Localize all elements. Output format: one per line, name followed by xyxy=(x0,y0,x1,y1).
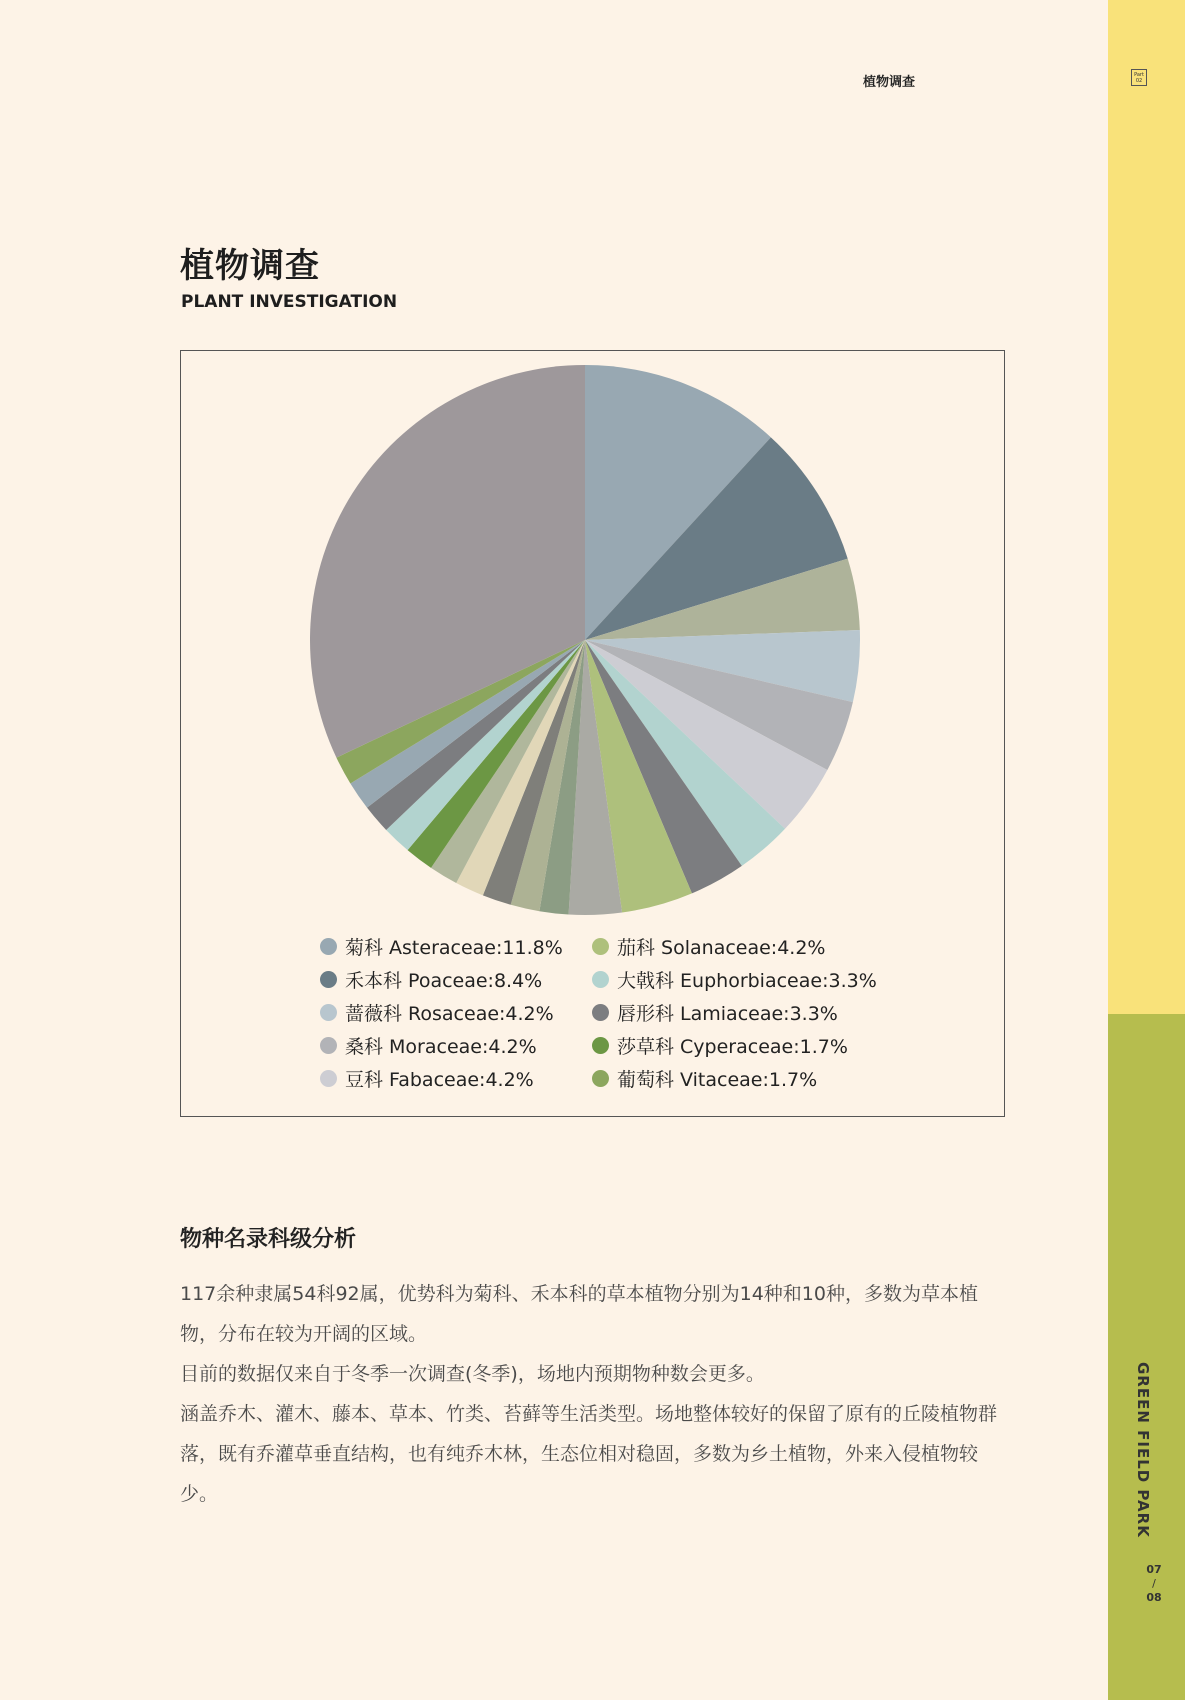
body-paragraph-2: 目前的数据仅来自于冬季一次调查(冬季)，场地内预期物种数会更多。 xyxy=(180,1363,765,1385)
legend-label: 禾本科 Poaceae:8.4% xyxy=(345,970,543,992)
page-total: 08 xyxy=(1146,1591,1162,1604)
legend-label: 唇形科 Lamiaceae:3.3% xyxy=(617,1003,838,1025)
legend-label: 菊科 Asteraceae:11.8% xyxy=(345,937,563,959)
legend-item xyxy=(320,933,563,960)
legend-item xyxy=(592,999,838,1026)
legend-item xyxy=(592,1032,848,1059)
legend-label: 茄科 Solanaceae:4.2% xyxy=(617,937,826,959)
body-paragraph-1: 117余种隶属54科92属，优势科为菊科、禾本科的草本植物分别为14种和10种，多数为草本植物，分布在较为开阔的区域。 xyxy=(180,1283,978,1345)
header-page-title: 植物调查 xyxy=(862,75,915,90)
legend-label: 大戟科 Euphorbiaceae:3.3% xyxy=(617,970,877,992)
page-subtitle: PLANT INVESTIGATION xyxy=(181,292,398,312)
side-vertical-title: GREEN FIELD PARK xyxy=(1134,1362,1152,1538)
legend-item xyxy=(320,999,554,1026)
part-label: Part xyxy=(1134,72,1144,78)
legend-swatch xyxy=(320,1037,337,1054)
legend-label: 蔷薇科 Rosaceae:4.2% xyxy=(345,1003,554,1025)
section-body xyxy=(180,1274,1010,1514)
legend-swatch xyxy=(592,938,609,955)
part-number: 02 xyxy=(1135,78,1143,84)
page-current: 07 xyxy=(1146,1563,1162,1576)
body-paragraph-3: 涵盖乔木、灌木、藤本、草本、竹类、苔藓等生活类型。场地整体较好的保留了原有的丘陵植物群落，既有乔灌草垂直结构，也有纯乔木林，生态位相对稳固，多数为乡土植物，外来入侵植物较少。 xyxy=(180,1403,998,1505)
legend-swatch xyxy=(592,1037,609,1054)
section-heading: 物种名录科级分析 xyxy=(180,1227,357,1252)
legend-item xyxy=(592,966,877,993)
legend-swatch xyxy=(320,971,337,988)
page-separator: / xyxy=(1152,1577,1156,1590)
legend-item xyxy=(592,1065,817,1092)
legend-item xyxy=(320,966,542,993)
legend-swatch xyxy=(320,1004,337,1021)
legend-swatch xyxy=(592,1070,609,1087)
legend-swatch xyxy=(320,938,337,955)
legend-label: 莎草科 Cyperaceae:1.7% xyxy=(617,1036,848,1058)
legend-item xyxy=(592,933,825,960)
legend-label: 桑科 Moraceae:4.2% xyxy=(345,1036,537,1058)
legend-label: 豆科 Fabaceae:4.2% xyxy=(345,1069,534,1091)
legend-swatch xyxy=(592,1004,609,1021)
legend-label: 葡萄科 Vitaceae:1.7% xyxy=(617,1069,818,1091)
legend-item xyxy=(320,1032,537,1059)
legend-swatch xyxy=(592,971,609,988)
legend-swatch xyxy=(320,1070,337,1087)
page-title: 植物调查 xyxy=(180,246,320,286)
legend-item xyxy=(320,1065,534,1092)
